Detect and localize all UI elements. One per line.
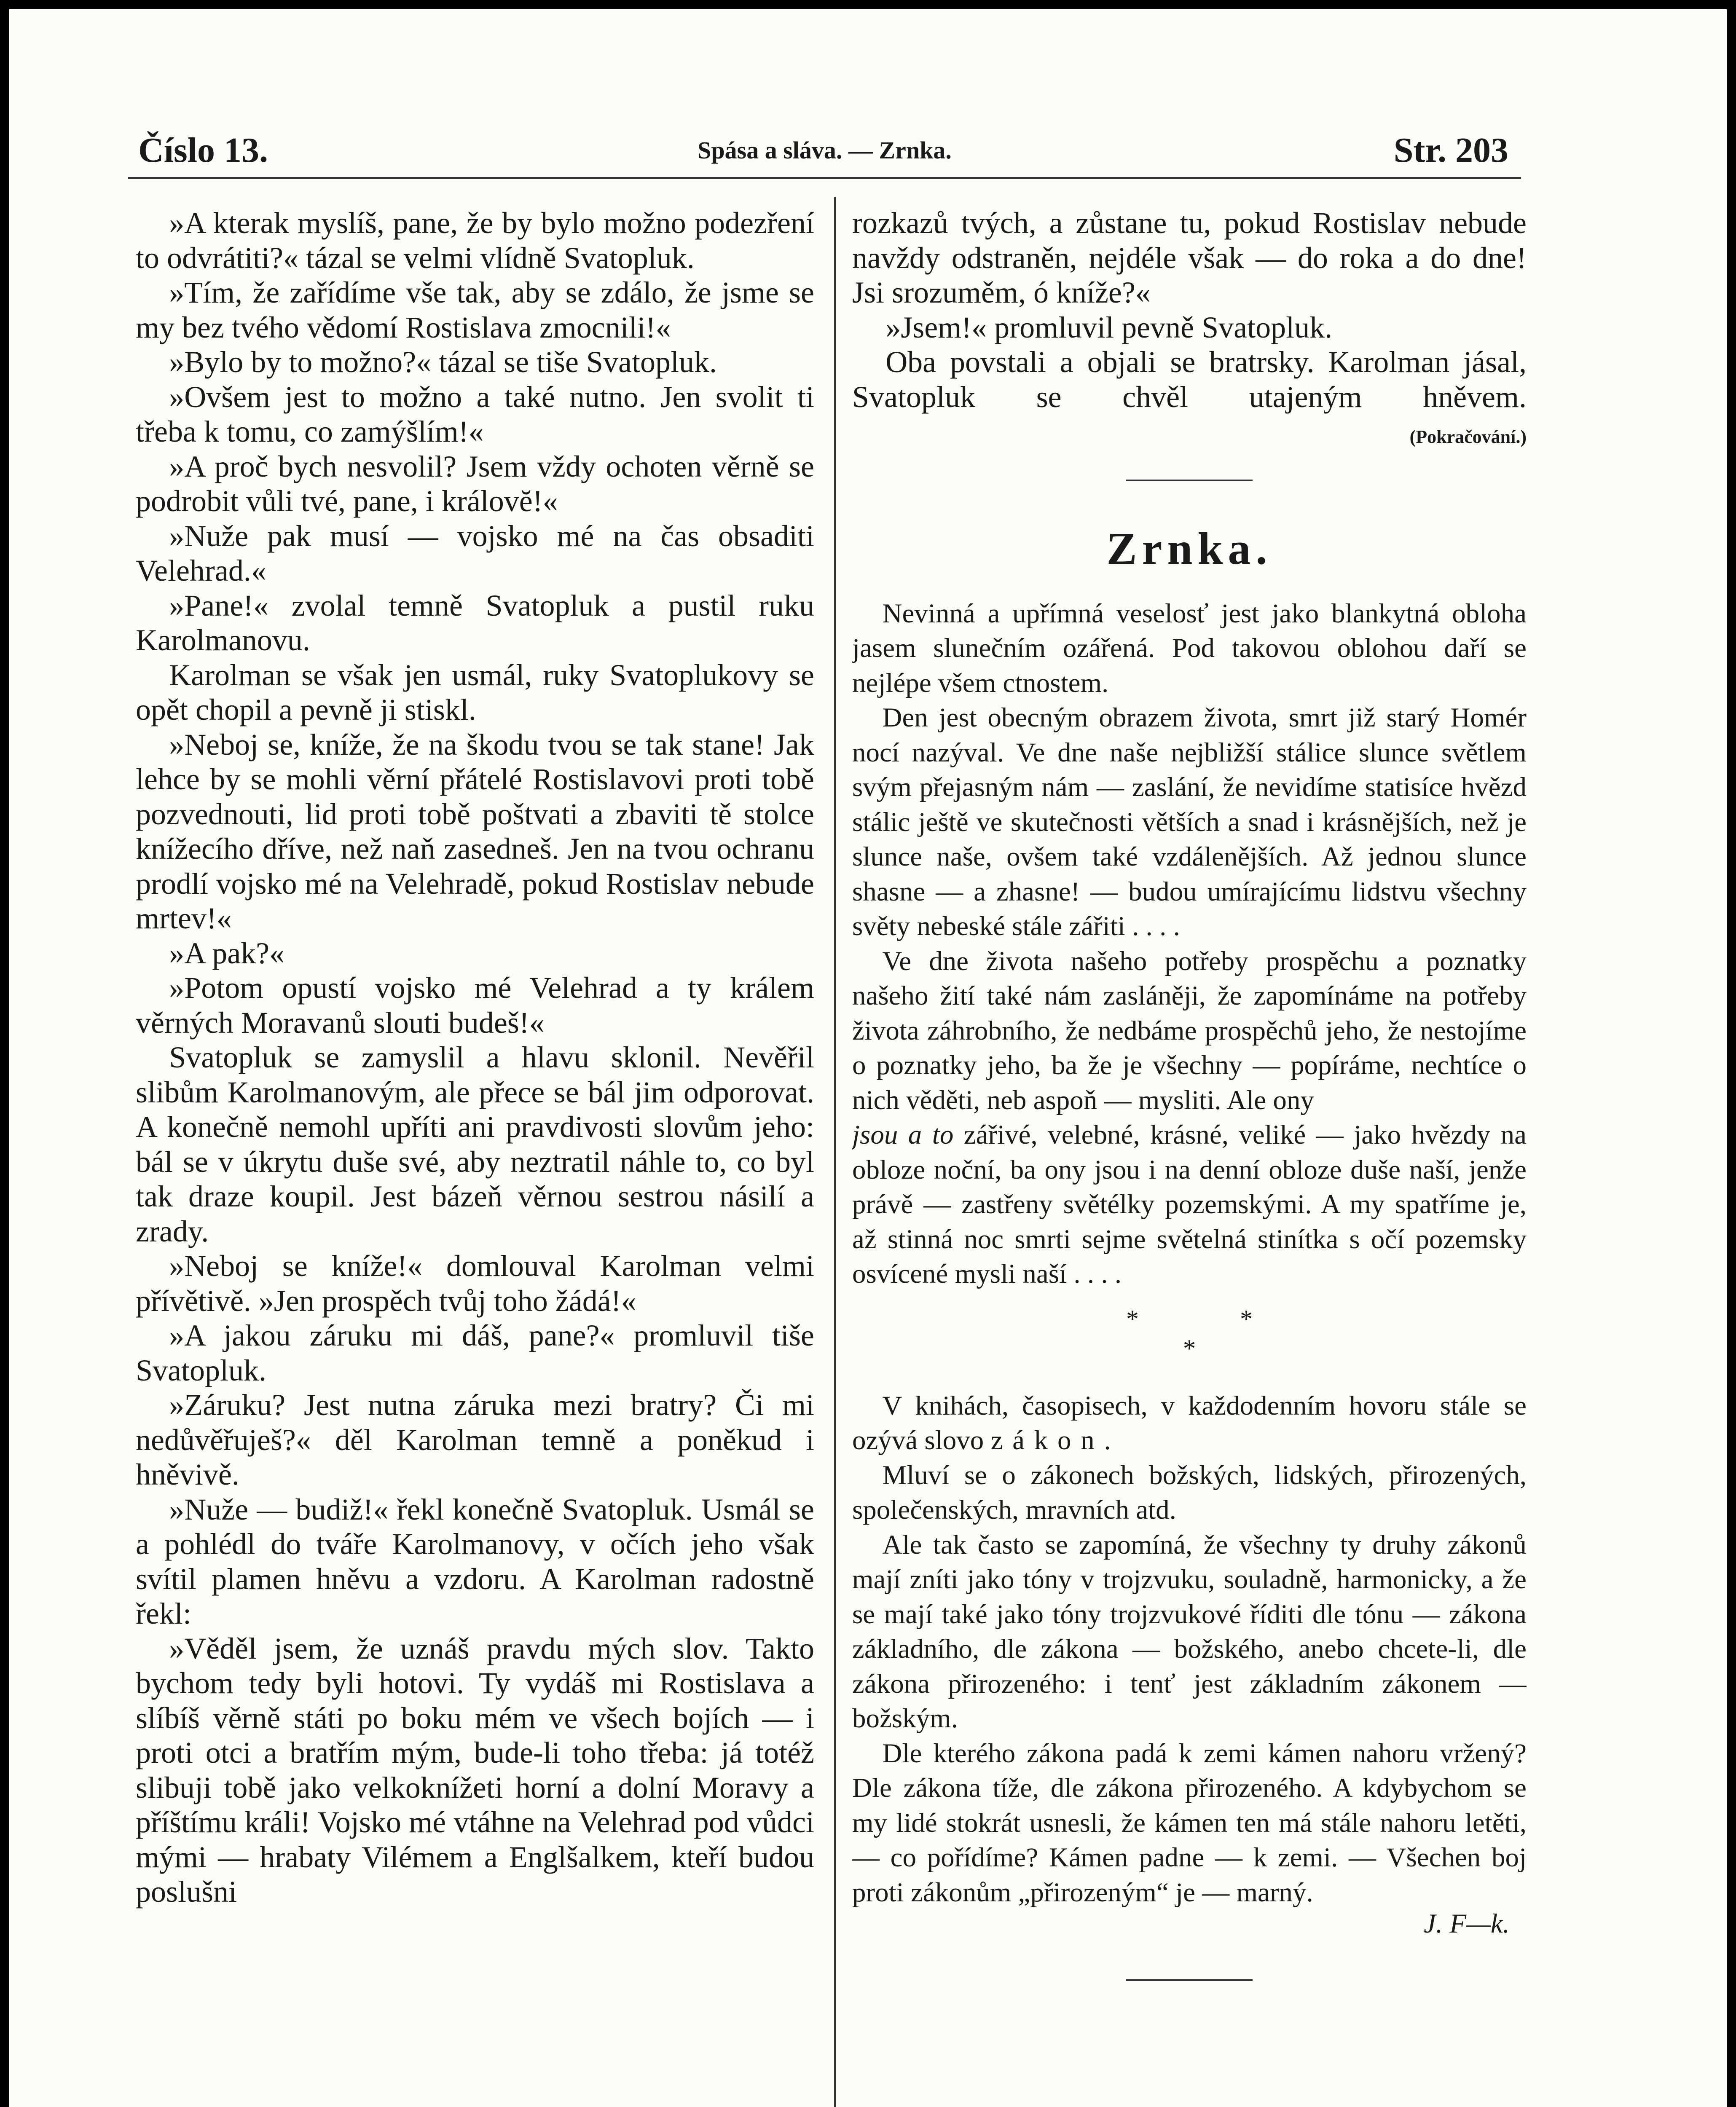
essay-body (852, 596, 1527, 1941)
emphasis: jsou a to (852, 1120, 954, 1150)
author-signature: J. F—k. (1424, 1909, 1510, 1939)
paragraph: »Záruku? Jest nutna záruka mezi bratry? Či mi nedůvěřuješ?« děl Karolman temně a poněkud i hněvivě. (136, 1388, 814, 1491)
paragraph: Den jest obecným obrazem života, smrt již starý Homér nocí nazýval. Ve dne naše nejbližší stálice slunce světlem svým přejasným nám — zaslání, že nevidíme statisíce hvězd stálic ještě ve skutečnosti větších a snad i krásnějších, než je slunce naše, ovšem také vzdálenějších. Až jednou slunce shasne — a zhasne! — budou umírajícímu lidstvu všechny světy nebeské stále zářiti . . . . (852, 702, 1527, 941)
left-column (136, 206, 814, 2107)
column-divider (834, 197, 836, 2107)
star: * (1126, 1305, 1139, 1333)
end-rule (1126, 1979, 1253, 1981)
essay-title: Zrnka. (1106, 524, 1272, 574)
paragraph: »A proč bych nesvolil? Jsem vždy ochoten věrně se podrobit vůli tvé, pane, i královĕ!« (136, 449, 814, 518)
paragraph: »Neboj se kníže!« domlouval Karolman velmi přívětivě. »Jen prospěch tvůj toho žádá!« (136, 1249, 814, 1318)
page-sheet (9, 9, 1727, 2107)
paragraph: Ve dne života našeho potřeby prospěchu a poznatky našeho žití také nám zasláněji, že zapomínáme na potřeby života záhrobního, že nedbáme prospěchů jeho, že nestojíme o poznatky jeho, ba že je všechny — popíráme, nechtíce o nich věděti, neb aspoň — mysliti. Ale ony (852, 946, 1527, 1115)
paragraph: rozkazů tvých, a zůstane tu, pokud Rostislav nebude navždy odstraněn, nejdéle však — do roka a do dne! Jsi srozuměm, ó kníže?« (852, 206, 1527, 309)
paragraph-text: V knihách, časopisech, v každodenním hovoru stále se ozývá slovo (852, 1390, 1527, 1456)
paragraph: »Nuže pak musí — vojsko mé na čas obsaditi Velehrad.« (136, 519, 814, 587)
asterism (852, 1304, 1527, 1363)
section-rule (1126, 480, 1253, 481)
paragraph: »Pane!« zvolal temně Svatopluk a pustil ruku Karolmanovu. (136, 588, 814, 657)
paragraph: Mluví se o zákonech božských, lidských, přirozených, společenských, mravních atd. (852, 1460, 1527, 1525)
paragraph (852, 1389, 1527, 1458)
continuation-note: (Pokračování.) (1409, 426, 1527, 447)
paragraph (852, 1118, 1527, 1292)
header-rule (128, 177, 1521, 179)
paragraph: »Neboj se, kníže, že na škodu tvou se tak stane! Jak lehce by se mohli věrní přátelé Rostislavovi proti tobě pozvednouti, lid proti tobě poštvati a zbaviti tě stolce knížecího dříve, než naň zasedneš. Jen na tvou ochranu prodlí vojsko mé na Velehradě, pokud Rostislav nebude mrtev!« (136, 727, 814, 935)
paragraph: »Jsem!« promluvil pevně Svatopluk. (885, 310, 1333, 344)
running-title: Spása a sláva. — Zrnka. (698, 137, 952, 164)
story-continuation (852, 206, 1527, 454)
paragraph: Karolman se však jen usmál, ruky Svatoplukovy se opět chopil a pevně ji stiskl. (136, 658, 814, 726)
paragraph: Oba povstali a objali se bratrsky. Karolman jásal, Svatopluk se chvěl utajeným hněvem. (852, 345, 1527, 414)
paragraph: Ale tak často se zapomíná, že všechny ty druhy zákonů mají zníti jako tóny v trojzvuku, souladně, harmonicky, a že se mají také jako tóny trojzvukové říditi dle tónu — zákona základního, dle zákona — božského, anebo chcete-li, dle zákona přirozeného: i tenť jest základním zákonem — božským. (852, 1529, 1527, 1734)
paragraph: »Tím, že zařídíme vše tak, aby se zdálo, že jsme se my bez tvého vědomí Rostislava zmocnili!« (136, 276, 814, 344)
right-column (852, 206, 1527, 2107)
page-header (128, 123, 1521, 178)
spaced-word: zákon. (990, 1425, 1121, 1456)
star: * (1183, 1334, 1196, 1362)
paragraph: »Nuže — budiž!« řekl konečně Svatopluk. Usmál se a pohlédl do tváře Karolmanovy, v očích jeho však svítil plamen hněvu a vzdoru. A Karolman radostně řekl: (136, 1492, 814, 1630)
paragraph: »A jakou záruku mi dáš, pane?« promluvil tiše Svatopluk. (136, 1319, 814, 1387)
paragraph: »Ovšem jest to možno a také nutno. Jen svolit ti třeba k tomu, co zamýšlím!« (136, 380, 814, 448)
paragraph: »A pak?« (169, 936, 285, 970)
paragraph-text: zářivé, velebné, krásné, veliké — jako hvězdy na obloze noční, ba ony jsou i na denní obloze duše naší, jenže právě — zastřeny světélky pozemskými. A my spatříme je, až stinná noc smrti sejme světelná stinítka s očí pozemsky osvícené mysli naší . . . . (852, 1120, 1527, 1289)
paragraph: »Věděl jsem, že uznáš pravdu mých slov. Takto bychom tedy byli hotovi. Ty vydáš mi Rostislava a slíbíš věrně státi po boku mém ve všech bojích — i proti otci a bratřím mým, bude-li toho třeba: já totéž slibuji tobě jako velkoknížeti horní a dolní Moravy a příštímu králi! Vojsko mé vtáhne na Velehrad pod vůdci mými — hrabaty Vilémem a Englšalkem, kteří budou poslušni (136, 1631, 814, 1909)
paragraph: »A kterak myslíš, pane, že by bylo možno podezření to odvrátiti?« tázal se velmi vlídně Svatopluk. (136, 206, 814, 275)
paragraph: Svatopluk se zamyslil a hlavu sklonil. Nevěřil slibům Karolmanovým, ale přece se bál jim odporovat. A konečně nemohl upříti ani pravdivosti slovům jeho: bál se v úkrytu duše své, aby neztratil náhle to, co byl tak draze koupil. Jest bázeň věrnou sestrou násilí a zrady. (136, 1040, 814, 1248)
paragraph: Nevinná a upřímná veselosť jest jako blankytná obloha jasem slunečním ozářená. Pod takovou oblohou daří se nejlépe všem ctnostem. (852, 598, 1527, 698)
page-number: Str. 203 (1393, 131, 1508, 170)
star: * (1240, 1305, 1253, 1333)
paragraph: »Bylo by to možno?« tázal se tiše Svatopluk. (169, 345, 717, 379)
paragraph: »Potom opustí vojsko mé Velehrad a ty králem věrných Moravanů slouti budeš!« (136, 971, 814, 1040)
paragraph: Dle kterého zákona padá k zemi kámen nahoru vržený? Dle zákona tíže, dle zákona přirozeného. A kdybychom se my lidé stokrát usnesli, že kámen ten má stále nahoru letěti, — co pořídíme? Kámen padne — k zemi. — Všechen boj proti zákonům „přirozeným“ je — marný. (852, 1738, 1527, 1908)
issue-number: Číslo 13. (138, 131, 268, 170)
